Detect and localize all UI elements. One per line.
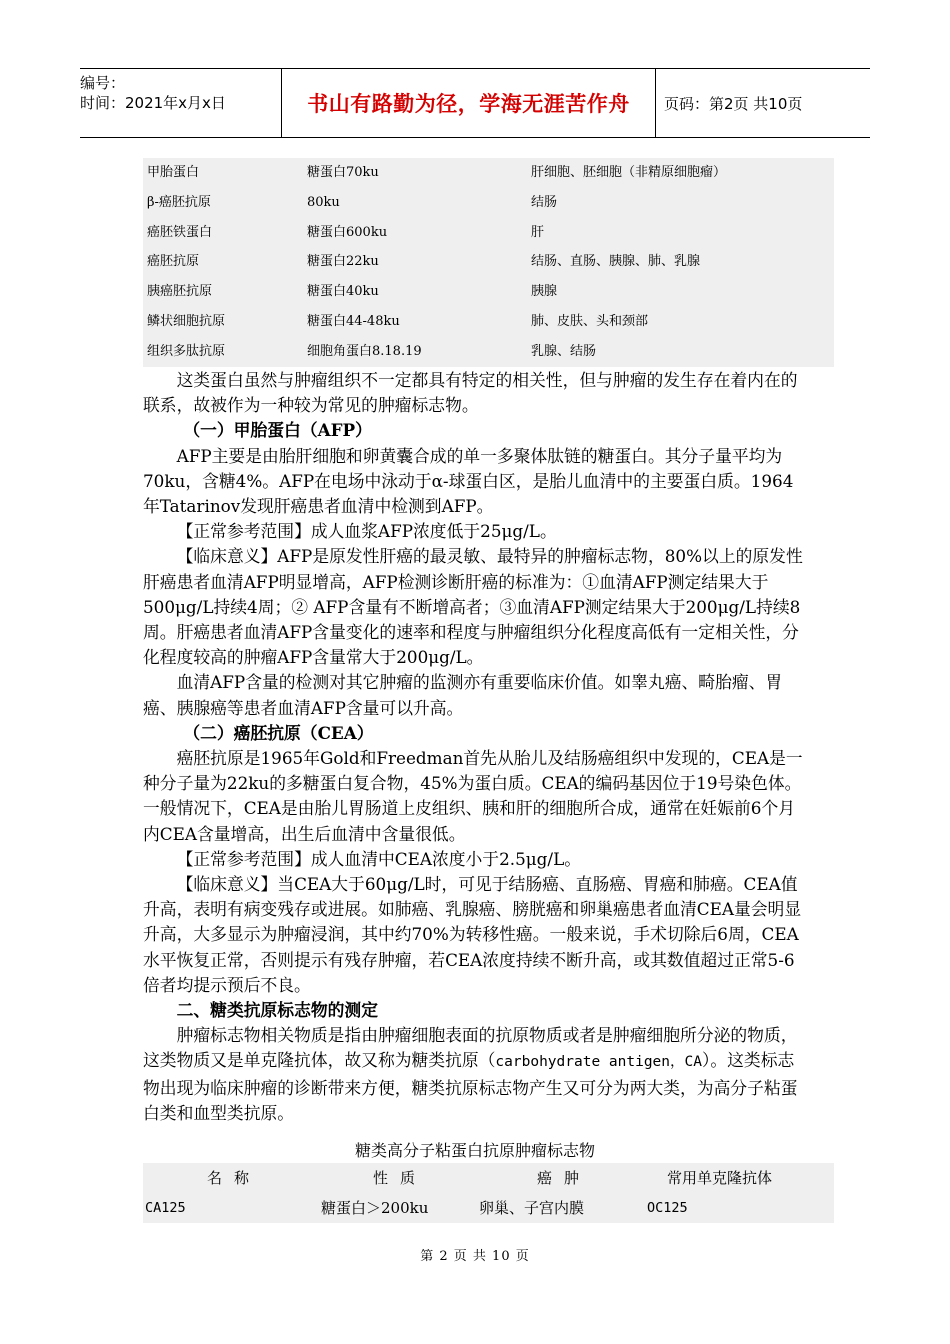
section-heading-afp: （一）甲胎蛋白（AFP） — [183, 420, 372, 441]
paragraph: 癌胚抗原是1965年Gold和Freedman首先从胎儿及结肠癌组织中发现的，CEA是一种分子量为22ku的多糖蛋白复合物，45%为蛋白质。CEA的编码基因位于19号染色体。一般情况下，CEA是由胎儿胃肠道上皮组织、胰和肝的细胞所合成，通常在妊娠前6个月内CEA含量增高，出生后血清中含量很低。 — [143, 748, 803, 844]
table-row — [143, 158, 834, 188]
cell-name: β-癌胚抗原 — [147, 194, 211, 210]
cell-site: 肝细胞、胚细胞（非精原细胞瘤） — [531, 165, 727, 180]
cell-site: 肝 — [531, 224, 545, 240]
header-antibody: 常用单克隆抗体 — [667, 1169, 773, 1187]
document-header — [80, 68, 870, 138]
paragraph: 【临床意义】当CEA大于60μg/L时，可见于结肠癌、直肠癌、胃癌和肺癌。CEA值升高，表明有病变残存或进展。如肺癌、乳腺癌、膀胱癌和卵巢癌患者血清CEA量会明显升高，大多显示为肿瘤浸润，其中约70%为转移性癌。一般来说，手术切除后6周，CEA水平恢复正常，否则提示有残存肿瘤，若CEA浓度持续不断升高，或其数值超过正常5-6倍者均提示预后不良。 — [143, 874, 802, 995]
cell-nature: 糖蛋白70ku — [307, 165, 379, 180]
cell-nature: 糖蛋白44-48ku — [307, 313, 400, 329]
english-term: carbohydrate antigen，CA — [495, 1054, 702, 1071]
cell-site: 乳腺、结肠 — [531, 343, 597, 359]
table-row — [143, 337, 834, 367]
code-label: 编号： — [80, 74, 126, 92]
cell-nature: 糖蛋白40ku — [307, 284, 379, 300]
cell-name: 甲胎蛋白 — [147, 165, 200, 180]
cell-site: 胰腺 — [531, 284, 558, 300]
cell-name: 癌胚抗原 — [147, 254, 200, 270]
paragraph: 【临床意义】AFP是原发性肝癌的最灵敏、最特异的肿瘤标志物，80%以上的原发性肝癌患者血清AFP明显增高，AFP检测诊断肝癌的标准为：①血清AFP测定结果大于500μg/L持续4周；② AFP含量有不断增高者；③血清AFP测定结果大于200μg/L持续8周。肝癌患者血清AFP含量变化的速率和程度与肿瘤组织分化程度高低有一定相关性，分化程度较高的肿瘤AFP含量常大于200μg/L。 — [143, 546, 803, 668]
paragraph-part: 肿瘤标志物相关物质是指由肿瘤细胞表面的抗原物质或者是肿瘤细胞所分泌的物质，这类物质又是单克隆抗体，故又称为糖类抗原（ — [143, 1025, 798, 1071]
cell-site: 结肠、直肠、胰腺、肺、乳腺 — [531, 254, 701, 270]
date-label: 时间：2021年x月x日 — [80, 94, 226, 112]
cell-nature: 80ku — [307, 194, 340, 210]
header-tumor: 癌肿 — [537, 1169, 592, 1187]
cell-name: CA125 — [145, 1200, 186, 1216]
cell-tumor: 卵巢、子宫内膜 — [479, 1199, 585, 1217]
header-nature: 性质 — [373, 1169, 428, 1187]
protein-marker-table — [143, 158, 834, 367]
body-text — [143, 368, 807, 1126]
carbohydrate-antigen-table — [143, 1163, 834, 1223]
cell-name: 组织多肽抗原 — [147, 343, 226, 359]
paragraph: 这类蛋白虽然与肿瘤组织不一定都具有特定的相关性，但与肿瘤的发生存在着内在的联系，故被作为一种较为常见的肿瘤标志物。 — [143, 370, 798, 416]
paragraph: 【正常参考范围】成人血浆AFP浓度低于25μg/L。 — [176, 521, 557, 542]
section-heading-cea: （二）癌胚抗原（CEA） — [183, 722, 374, 743]
table-row — [143, 277, 834, 307]
header-name: 名称 — [207, 1169, 262, 1187]
paragraph-part: ）。这类标志物出现为临床肿瘤的诊断带来方便，糖类抗原标志物产生又可分为两大类，为高分子粘蛋白类和血型类抗原。 — [143, 1050, 798, 1123]
cell-nature: 糖蛋白＞200ku — [321, 1199, 429, 1217]
paragraph: AFP主要是由胎肝细胞和卵黄囊合成的单一多聚体肽链的糖蛋白。其分子量平均为70ku，含糖4%。AFP在电场中泳动于α-球蛋白区，是胎儿血清中的主要蛋白质。1964年Tatarinov发现肝癌患者血清中检测到AFP。 — [143, 445, 794, 517]
table-row — [143, 307, 834, 337]
table-header-row — [143, 1163, 834, 1193]
header-info-cell — [80, 69, 282, 137]
cell-nature: 细胞角蛋白8.18.19 — [307, 343, 422, 359]
cell-site: 结肠 — [531, 194, 558, 210]
table-caption: 糖类高分子粘蛋白抗原肿瘤标志物 — [354, 1141, 595, 1160]
table-row — [143, 247, 834, 277]
cell-site: 肺、皮肤、头和颈部 — [531, 313, 649, 329]
table-row — [143, 188, 834, 218]
header-page-label: 页码：第2页 共10页 — [664, 94, 803, 113]
cell-name: 鳞状细胞抗原 — [147, 313, 226, 329]
header-motto: 书山有路勤为径，学海无涯苦作舟 — [282, 69, 656, 137]
cell-antibody: OC125 — [647, 1200, 688, 1216]
paragraph: 血清AFP含量的检测对其它肿瘤的监测亦有重要临床价值。如睾丸癌、畸胎瘤、胃癌、胰腺癌等患者血清AFP含量可以升高。 — [143, 672, 783, 718]
page-footer: 第 2 页 共 10 页 — [420, 1249, 530, 1264]
paragraph: 【正常参考范围】成人血清中CEA浓度小于2.5μg/L。 — [176, 848, 582, 869]
table-row — [143, 218, 834, 248]
table-row — [143, 1193, 834, 1223]
section-heading-carbohydrate: 二、糖类抗原标志物的测定 — [176, 1000, 378, 1021]
cell-name: 胰癌胚抗原 — [147, 284, 213, 300]
cell-name: 癌胚铁蛋白 — [147, 224, 213, 240]
paragraph — [143, 1023, 807, 1126]
cell-nature: 糖蛋白600ku — [307, 224, 388, 240]
cell-nature: 糖蛋白22ku — [307, 254, 379, 270]
